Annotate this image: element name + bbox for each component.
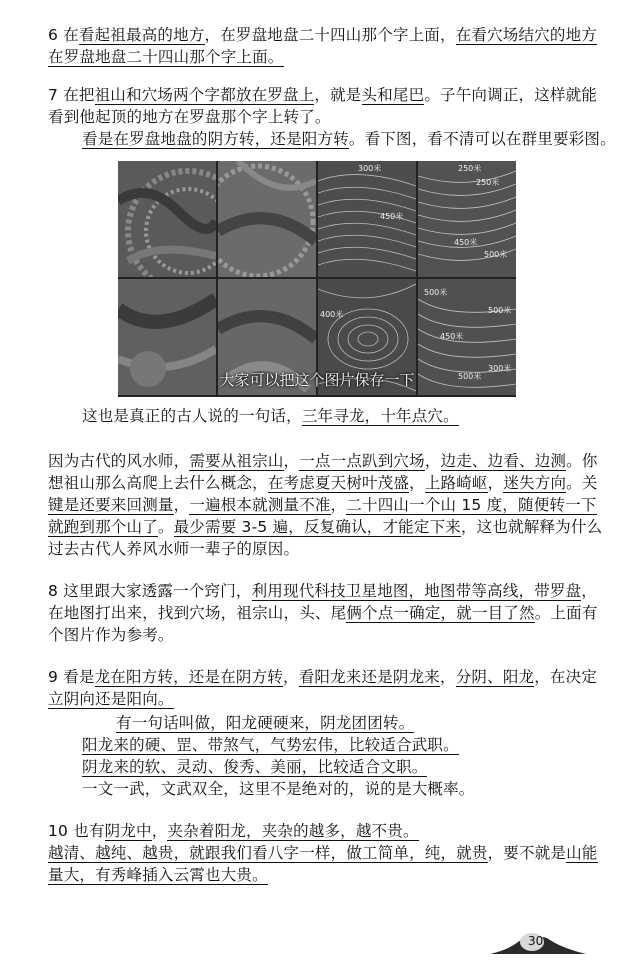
contour-label: 250米	[458, 164, 482, 173]
satellite-image	[218, 161, 316, 277]
underlined-text: 二十四山一个山 15 度，随便转一下	[346, 496, 597, 514]
text-segment: 因为古代的风水师，	[48, 452, 190, 470]
contour-label: 500米	[458, 372, 482, 381]
underlined-text: 量大，有秀峰插入云霄也大贵。	[48, 866, 268, 884]
underlined-text: 阳龙来的硬、罡、带煞气，气势宏伟，比较适合武职。	[82, 736, 459, 754]
text-line	[48, 450, 596, 472]
underlined-text: 龙在阳方转，还是在阴方转	[94, 668, 283, 686]
underlined-text: 分阴、阳龙	[455, 668, 535, 686]
underlined-text: 就跑到那个山了	[48, 518, 158, 536]
text-line	[48, 820, 596, 842]
text-line	[48, 46, 596, 68]
text-segment: 。	[157, 518, 174, 536]
text-segment: 6 在	[48, 26, 79, 44]
contour-tile	[418, 161, 516, 277]
text-segment: ，在决定	[534, 668, 598, 686]
text-segment: 在地图打出来，找到穴场，祖宗山，头、尾	[48, 604, 347, 622]
satellite-tile	[218, 161, 316, 277]
text-line	[48, 24, 596, 46]
underlined-text: 需要从祖宗山	[189, 452, 284, 470]
contour-label: 500米	[488, 306, 512, 315]
text-segment: 。子午向调正，这样就能	[424, 86, 598, 104]
text-line	[82, 734, 592, 756]
text-segment: ，要不就是	[487, 844, 567, 862]
underlined-text: 看起祖最高的地方	[78, 26, 205, 44]
underlined-text: 看是在罗盘地盘的阴方转，还是阳方转	[82, 130, 349, 148]
underlined-text: 夹杂着阳龙，夹杂的越多，越不贵。	[167, 822, 419, 840]
text-segment: 。你	[566, 452, 598, 470]
underlined-text: 在看穴场结穴的地方	[455, 26, 598, 44]
text-line	[48, 602, 596, 624]
underlined-text: 看阳龙来还是阴龙来	[298, 668, 441, 686]
underlined-text: 祖山和穴场两个字都放在罗盘上	[94, 86, 315, 104]
underlined-text: 三年寻龙，十年点穴。	[301, 407, 459, 425]
underlined-text: 头和尾巴	[361, 86, 425, 104]
text-segment: 9 看是	[48, 668, 95, 686]
text-line	[116, 712, 596, 734]
text-segment: 这也是真正的古人说的一句话，	[82, 407, 302, 425]
text-line	[48, 106, 596, 128]
text-segment: ，	[440, 668, 456, 686]
text-segment: 看到他起顶的地方在罗盘那个字上转了。	[48, 108, 331, 126]
text-segment: ，	[283, 668, 299, 686]
text-line	[48, 688, 596, 710]
contour-label: 450米	[440, 332, 464, 341]
text-line	[48, 84, 596, 106]
text-line	[48, 538, 596, 560]
text-line	[48, 624, 596, 646]
contour-label: 300米	[488, 364, 512, 373]
text-line	[82, 756, 592, 778]
underlined-text: 边走、边看、边测	[440, 452, 567, 470]
text-line	[48, 494, 596, 516]
page-number: 30	[528, 934, 544, 948]
underlined-text: 在罗盘地盘二十四山那个字上面。	[48, 48, 284, 66]
underlined-text: 一遍根本就测量不准	[189, 496, 331, 514]
text-segment: ，	[283, 452, 300, 470]
satellite-image	[118, 161, 216, 277]
underlined-text: 越清、越纯、越贵，就跟我们看八字一样，做工简单，纯，就贵	[48, 844, 488, 862]
text-line	[82, 128, 616, 150]
text-segment: 过去古代人养风水师一辈子的原因。	[48, 540, 300, 558]
text-segment: 。关	[566, 474, 598, 492]
contour-label: 400米	[320, 310, 344, 319]
underlined-text: 最少需要 3-5 遍，反复确认，才能定下来	[173, 518, 461, 536]
text-segment: ，这也就解释为什么	[460, 518, 603, 536]
contour-map	[318, 161, 416, 277]
text-line	[82, 778, 592, 800]
text-line	[48, 864, 596, 886]
contour-label: 500米	[484, 250, 508, 259]
text-segment: 7 在把	[48, 86, 95, 104]
text-line	[82, 405, 602, 427]
contour-label: 450米	[454, 238, 478, 247]
text-segment: 个图片作为参考。	[48, 626, 174, 644]
text-segment: ，在罗盘地盘二十四山那个字上面，	[204, 26, 456, 44]
text-line	[48, 580, 596, 602]
text-segment: 。上面有	[534, 604, 598, 622]
text-segment: ，	[173, 496, 190, 514]
underlined-text: 阴龙中	[104, 822, 152, 840]
text-segment: ，	[330, 496, 347, 514]
underlined-text: 有一句话叫做，阳龙硬硬来，阴龙团团转。	[116, 714, 415, 732]
text-segment: 8 这里跟大家透露一个窍门，	[48, 582, 252, 600]
satellite-contour-figure	[118, 161, 516, 397]
underlined-text: 山能	[566, 844, 598, 862]
underlined-text: 迷失方向	[503, 474, 567, 492]
page-number-badge	[488, 928, 588, 958]
underlined-text: 在考虑夏天树叶茂盛	[267, 474, 410, 492]
text-line	[48, 472, 596, 494]
text-line	[48, 842, 596, 864]
text-line	[48, 516, 603, 538]
contour-map	[418, 161, 516, 277]
text-segment: 想祖山那么高爬上去什么概念，	[48, 474, 268, 492]
text-segment: ，	[424, 452, 441, 470]
text-segment: ，	[487, 474, 504, 492]
figure-caption: 大家可以把这个图片保存一下	[219, 371, 415, 389]
underlined-text: 阴龙来的软、灵动、俊秀、美丽，比较适合文职。	[82, 758, 428, 776]
underlined-text: 一点一点趴到穴场	[299, 452, 425, 470]
contour-label: 300米	[358, 164, 382, 173]
text-segment: 10 也有	[48, 822, 105, 840]
text-segment: ，	[581, 582, 597, 600]
contour-label: 250米	[476, 178, 500, 187]
text-segment: ，	[151, 822, 168, 840]
underlined-text: 立阴向还是阳向。	[48, 690, 174, 708]
contour-label: 500米	[424, 288, 448, 297]
underlined-text: 俩个点一确定，就一目了然	[346, 604, 535, 622]
underlined-text: 上路崎岖	[424, 474, 488, 492]
text-segment: ，	[409, 474, 425, 492]
text-segment: ，就是	[314, 86, 362, 104]
text-segment: 。看下图，看不清可以在群里要彩图。	[348, 130, 616, 148]
contour-label: 450米	[380, 212, 404, 221]
contour-tile	[318, 161, 416, 277]
text-line	[48, 666, 596, 688]
underlined-text: 键是还要来回测量	[48, 496, 174, 514]
underlined-text: 利用现代科技卫星地图，地图带等高线，带罗盘	[251, 582, 582, 600]
text-segment: 一文一武，文武双全，这里不是绝对的，说的是大概率。	[82, 780, 475, 798]
satellite-tile	[118, 161, 216, 277]
